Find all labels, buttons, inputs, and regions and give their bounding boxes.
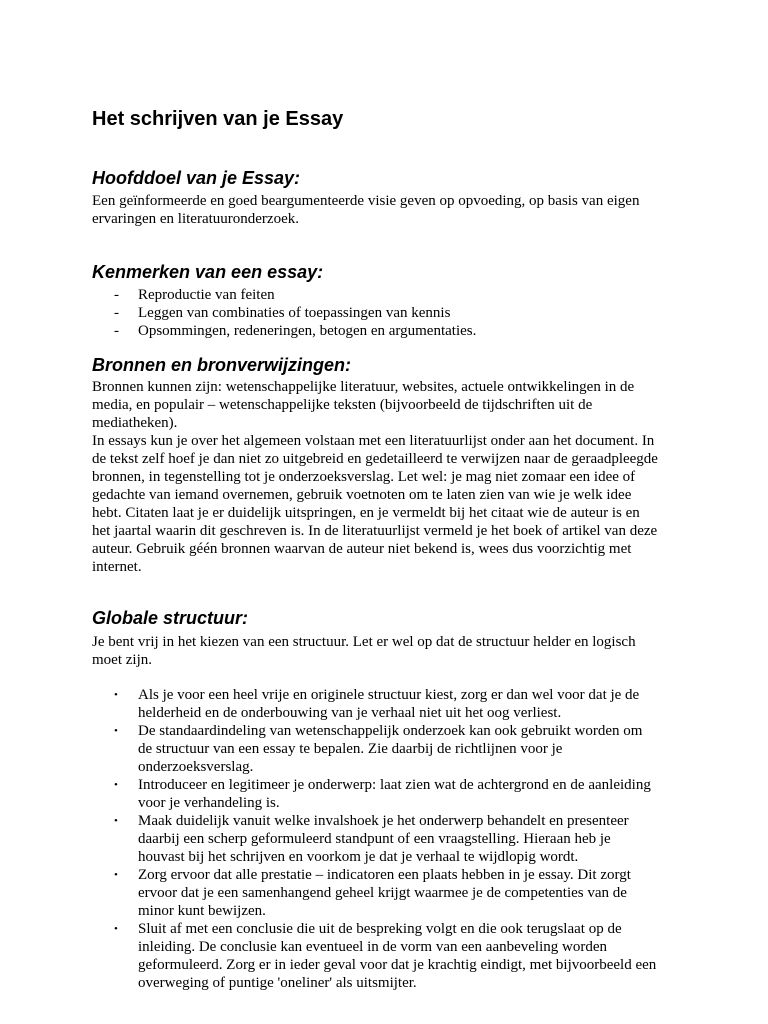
list-item [92, 686, 692, 722]
text-line: media, en populair – wetenschappelijke teksten (bijvoorbeeld de tijdschriften uit de [92, 397, 593, 413]
text-line: Zorg ervoor dat alle prestatie – indicatoren een plaats hebben in je essay. Dit zorgt [138, 867, 631, 883]
text-line: De standaardindeling van wetenschappelijk onderzoek kan ook gebruikt worden om [138, 723, 643, 739]
list-item [92, 812, 692, 866]
document-title: Het schrijven van je Essay [92, 108, 344, 130]
list-item [92, 866, 692, 920]
list-item-text: Leggen van combinaties of toepassingen van kennis [138, 305, 451, 321]
text-line: In essays kun je over het algemeen volstaan met een literatuurlijst onder aan het document. In [92, 433, 655, 449]
text-line: Maak duidelijk vanuit welke invalshoek je het onderwerp behandelt en presenteer [138, 813, 629, 829]
text-line: Introduceer en legitimeer je onderwerp: laat zien wat de achtergrond en de aanleiding [138, 777, 651, 793]
list-item [92, 920, 692, 992]
heading-structure: Globale structuur: [92, 608, 249, 628]
dash-marker: - [114, 323, 119, 339]
text-line: internet. [92, 559, 142, 575]
text-line: bronnen, in tegenstelling tot je onderzoeksverslag. Let wel: je mag niet zomaar een idee of [92, 469, 636, 485]
list-item [92, 322, 652, 340]
text-line: houvast bij het schrijven en voorkom je dat je verhaal te wijdlopig wordt. [138, 849, 579, 865]
text-line: Bronnen kunnen zijn: wetenschappelijke literatuur, websites, actuele ontwikkelingen in de [92, 379, 635, 395]
text-line: de tekst zelf hoef je dan niet zo uitgebreid en gedetailleerd te verwijzen naar de geraadpleegde [92, 451, 658, 467]
heading-sources: Bronnen en bronverwijzingen: [92, 355, 352, 375]
list-item-text: Opsommingen, redeneringen, betogen en argumentaties. [138, 323, 477, 339]
text-line: voor je verhandeling is. [138, 795, 280, 811]
text-line: gedachte van iemand overnemen, gebruik voetnoten om te laten zien van wie je welk idee [92, 487, 632, 503]
text-line: mediatheken). [92, 415, 178, 431]
text-line: hebt. Citaten laat je er duidelijk uitspringen, en je vermeldt bij het citaat wie de auteur is en [92, 505, 640, 521]
paragraph-sources [92, 378, 672, 576]
text-line: Als je voor een heel vrije en originele structuur kiest, zorg er dan wel voor dat je de [138, 687, 640, 703]
text-line: moet zijn. [92, 652, 152, 668]
dash-marker: - [114, 287, 119, 303]
text-line: Sluit af met een conclusie die uit de bespreking volgt en die ook terugslaat op de [138, 921, 622, 937]
text-line: geformuleerd. Zorg er in ieder geval voor dat je krachtig eindigt, met bijvoorbeeld een [138, 957, 657, 973]
list-item [92, 286, 652, 304]
heading-goal: Hoofddoel van je Essay: [92, 168, 301, 188]
text-line: het jaartal waarin dit geschreven is. In de literatuurlijst vermeld je het boek of artikel van deze [92, 523, 658, 539]
bullet-marker: • [114, 869, 118, 881]
heading-features: Kenmerken van een essay: [92, 262, 324, 282]
text-line: ervoor dat je een samenhangend geheel krijgt waarmee je de competenties van de [138, 885, 627, 901]
paragraph-goal [92, 192, 672, 228]
list-item-text: Reproductie van feiten [138, 287, 275, 303]
text-line: auteur. Gebruik géén bronnen waarvan de auteur niet bekend is, wees dus voorzichtig met [92, 541, 632, 557]
bullet-marker: • [114, 923, 118, 935]
text-line: Een geïnformeerde en goed beargumenteerde visie geven op opvoeding, op basis van eigen [92, 193, 640, 209]
text-line: Je bent vrij in het kiezen van een structuur. Let er wel op dat de structuur helder en logisch [92, 634, 636, 650]
list-item [92, 304, 652, 322]
bullet-marker: • [114, 725, 118, 737]
text-line: minor kunt bewijzen. [138, 903, 266, 919]
text-line: helderheid en de onderbouwing van je verhaal niet uit het oog verliest. [138, 705, 562, 721]
dash-marker: - [114, 305, 119, 321]
paragraph-structure-intro [92, 633, 672, 669]
text-line: inleiding. De conclusie kan eventueel in de vorm van een aanbeveling worden [138, 939, 607, 955]
structure-list [92, 686, 692, 992]
text-line: daarbij een scherp geformuleerd standpunt of een vraagstelling. Hieraan heb je [138, 831, 611, 847]
text-line: overweging of puntige 'oneliner' als uitsmijter. [138, 975, 417, 991]
bullet-marker: • [114, 689, 118, 701]
text-line: de structuur van een essay te bepalen. Zie daarbij de richtlijnen voor je [138, 741, 563, 757]
list-item [92, 722, 692, 776]
features-list [92, 286, 652, 340]
bullet-marker: • [114, 815, 118, 827]
text-line: ervaringen en literatuuronderzoek. [92, 211, 299, 227]
list-item [92, 776, 692, 812]
text-line: onderzoeksverslag. [138, 759, 254, 775]
bullet-marker: • [114, 779, 118, 791]
